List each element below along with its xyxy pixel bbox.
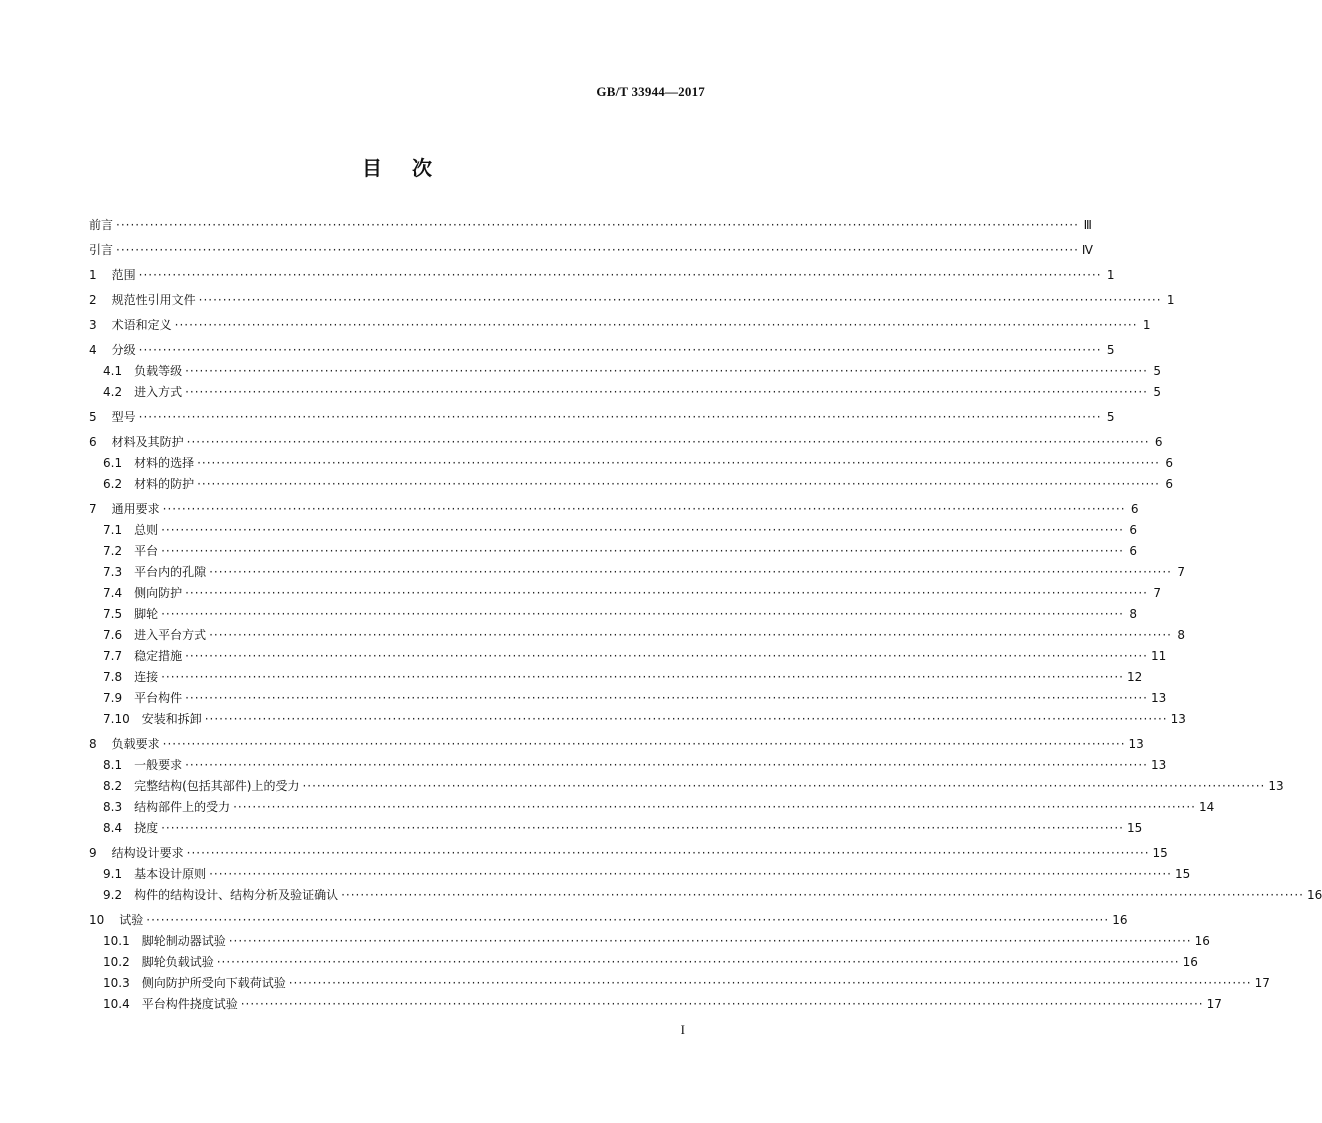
toc-entry-label: 连接 xyxy=(134,670,159,684)
toc-entry-number: 7.2 xyxy=(103,544,123,558)
toc-entry-page: 17 xyxy=(1206,997,1222,1011)
toc-entry-label: 平台构件挠度试验 xyxy=(141,997,238,1011)
toc-entry[interactable] xyxy=(89,821,1143,836)
toc-entry-page: 6 xyxy=(1129,544,1137,558)
leader-dots: ········································································································································································································ xyxy=(185,586,1148,600)
leader-dots: ········································································································································································································ xyxy=(185,691,1148,705)
toc-entry-label: 术语和定义 xyxy=(111,318,172,332)
toc-entry-label: 分级 xyxy=(111,343,136,357)
toc-entry-page: 13 xyxy=(1268,779,1284,793)
toc-entry-label: 进入平台方式 xyxy=(134,628,207,642)
toc-entry-number: 4.2 xyxy=(103,385,123,399)
toc-entry[interactable] xyxy=(89,456,1173,471)
toc-entry-number: 7.4 xyxy=(103,586,123,600)
toc-entry[interactable] xyxy=(89,628,1185,643)
leader-dots: ········································································································································································································ xyxy=(216,955,1180,969)
toc-entry-label: 脚轮负载试验 xyxy=(141,955,214,969)
leader-dots: ········································································································································································································ xyxy=(185,758,1148,772)
toc-entry-label: 通用要求 xyxy=(111,502,160,516)
toc-entry[interactable] xyxy=(89,649,1167,664)
toc-entry-label: 规范性引用文件 xyxy=(111,293,196,307)
toc-entry[interactable] xyxy=(89,343,1115,358)
toc-entry[interactable] xyxy=(89,712,1186,727)
toc-entry-number: 9.2 xyxy=(103,888,123,902)
toc-entry-label: 型号 xyxy=(111,410,136,424)
toc-entry-page: 11 xyxy=(1151,649,1167,663)
leader-dots: ········································································································································································································ xyxy=(174,318,1138,332)
toc-entry[interactable] xyxy=(89,888,1322,903)
page-title xyxy=(0,152,794,181)
toc-entry-page: 16 xyxy=(1307,888,1322,902)
toc-entry-page: 1 xyxy=(1142,318,1151,332)
toc-entry-number: 7 xyxy=(89,502,97,516)
toc-entry[interactable] xyxy=(89,544,1137,559)
toc-entry[interactable] xyxy=(89,385,1161,400)
toc-entry-page: 8 xyxy=(1177,628,1185,642)
toc-entry-label: 稳定措施 xyxy=(134,649,183,663)
toc-entry-number: 7.9 xyxy=(103,691,123,705)
toc-entry-page: 5 xyxy=(1153,364,1161,378)
toc-entry-number: 5 xyxy=(89,410,97,424)
toc-entry-number: 4 xyxy=(89,343,97,357)
toc-entry-label: 平台 xyxy=(134,544,159,558)
leader-dots: ········································································································································································································ xyxy=(138,410,1102,424)
toc-entry[interactable] xyxy=(89,243,1093,258)
toc-entry-label: 负载要求 xyxy=(111,737,160,751)
toc-entry-label: 平台构件 xyxy=(134,691,183,705)
toc-entry[interactable] xyxy=(89,800,1215,815)
toc-entry-label: 安装和拆卸 xyxy=(141,712,202,726)
toc-entry[interactable] xyxy=(89,779,1284,794)
leader-dots: ········································································································································································································ xyxy=(116,218,1079,232)
toc-entry-number: 8.2 xyxy=(103,779,123,793)
toc-entry-label: 脚轮 xyxy=(134,607,159,621)
toc-entry[interactable] xyxy=(89,997,1222,1012)
toc-entry-number: 7.5 xyxy=(103,607,123,621)
toc-entry[interactable] xyxy=(89,846,1168,861)
toc-entry-label: 引言 xyxy=(89,243,114,257)
title-part-2: 次 xyxy=(412,156,432,180)
leader-dots: ········································································································································································································ xyxy=(341,888,1304,902)
leader-dots: ········································································································································································································ xyxy=(233,800,1196,814)
toc-entry-page: 1 xyxy=(1106,268,1115,282)
page-number: I xyxy=(680,1022,685,1037)
toc-entry-page: 7 xyxy=(1177,565,1185,579)
leader-dots: ········································································································································································································ xyxy=(138,343,1102,357)
toc-entry-page: 5 xyxy=(1153,385,1161,399)
toc-entry[interactable] xyxy=(89,268,1115,283)
leader-dots: ········································································································································································································ xyxy=(204,712,1168,726)
toc-entry-page: 6 xyxy=(1154,435,1163,449)
leader-dots: ········································································································································································································ xyxy=(161,670,1124,684)
toc-entry-number: 7.3 xyxy=(103,565,123,579)
toc-entry-number: 7.8 xyxy=(103,670,123,684)
leader-dots: ········································································································································································································ xyxy=(116,243,1079,257)
toc-entry-page: 5 xyxy=(1106,410,1115,424)
toc-entry-number: 10 xyxy=(89,913,105,927)
leader-dots: ········································································································································································································ xyxy=(185,364,1148,378)
toc-entry[interactable] xyxy=(89,218,1092,233)
toc-entry-page: Ⅳ xyxy=(1081,243,1093,257)
leader-dots: ········································································································································································································ xyxy=(197,477,1160,491)
leader-dots: ········································································································································································································ xyxy=(161,821,1124,835)
leader-dots: ········································································································································································································ xyxy=(302,779,1266,793)
leader-dots: ········································································································································································································ xyxy=(228,934,1192,948)
leader-dots: ········································································································································································································ xyxy=(146,913,1110,927)
toc-entry-label: 基本设计原则 xyxy=(134,867,207,881)
toc-entry-page: 13 xyxy=(1151,758,1167,772)
toc-entry[interactable] xyxy=(89,410,1115,425)
toc-entry-number: 7.10 xyxy=(103,712,130,726)
toc-entry-page: 13 xyxy=(1170,712,1186,726)
toc-entry-label: 侧向防护 xyxy=(134,586,183,600)
toc-entry[interactable] xyxy=(89,867,1191,882)
toc-entry-page: 1 xyxy=(1166,293,1175,307)
leader-dots: ········································································································································································································ xyxy=(198,293,1162,307)
toc-entry-number: 10.3 xyxy=(103,976,130,990)
toc-entry-page: 14 xyxy=(1199,800,1215,814)
toc-entry-page: 13 xyxy=(1151,691,1167,705)
leader-dots: ········································································································································································································ xyxy=(185,385,1148,399)
toc-entry-number: 7.1 xyxy=(103,523,123,537)
toc-entry-number: 1 xyxy=(89,268,97,282)
title-part-1: 目 xyxy=(362,156,382,180)
leader-dots: ········································································································································································································ xyxy=(209,565,1172,579)
toc-entry-label: 前言 xyxy=(89,218,114,232)
toc-entry[interactable] xyxy=(89,318,1151,333)
leader-dots: ········································································································································································································ xyxy=(186,846,1150,860)
toc-entry[interactable] xyxy=(89,435,1163,450)
toc-entry[interactable] xyxy=(89,934,1210,949)
toc-entry[interactable] xyxy=(89,364,1161,379)
leader-dots: ········································································································································································································ xyxy=(161,523,1124,537)
leader-dots: ········································································································································································································ xyxy=(161,607,1124,621)
toc-entry-page: 5 xyxy=(1106,343,1115,357)
toc-entry-label: 结构设计要求 xyxy=(111,846,184,860)
toc-entry-number: 10.1 xyxy=(103,934,130,948)
toc-entry-number: 6 xyxy=(89,435,97,449)
toc-entry-page: 8 xyxy=(1129,607,1137,621)
leader-dots: ········································································································································································································ xyxy=(240,997,1204,1011)
toc-entry-page: 15 xyxy=(1152,846,1168,860)
leader-dots: ········································································································································································································ xyxy=(186,435,1150,449)
toc-entry-page: 16 xyxy=(1194,934,1210,948)
table-of-contents xyxy=(89,218,1322,1012)
toc-entry-label: 完整结构(包括其部件)上的受力 xyxy=(134,779,300,793)
toc-entry-number: 9 xyxy=(89,846,97,860)
toc-entry[interactable] xyxy=(89,758,1167,773)
toc-entry[interactable] xyxy=(89,976,1270,991)
leader-dots: ········································································································································································································ xyxy=(185,649,1148,663)
toc-entry-page: 6 xyxy=(1130,502,1139,516)
toc-entry-number: 6.2 xyxy=(103,477,123,491)
toc-entry-label: 一般要求 xyxy=(134,758,183,772)
leader-dots: ········································································································································································································ xyxy=(288,976,1252,990)
toc-entry-page: 16 xyxy=(1182,955,1198,969)
toc-entry-label: 构件的结构设计、结构分析及验证确认 xyxy=(134,888,339,902)
toc-entry-page: 15 xyxy=(1175,867,1191,881)
toc-entry-page: 7 xyxy=(1153,586,1161,600)
toc-entry-label: 试验 xyxy=(119,913,144,927)
toc-entry-label: 材料的选择 xyxy=(134,456,195,470)
toc-entry-label: 总则 xyxy=(134,523,159,537)
toc-entry-label: 范围 xyxy=(111,268,136,282)
toc-entry[interactable] xyxy=(89,502,1139,517)
toc-entry-label: 平台内的孔隙 xyxy=(134,565,207,579)
toc-entry-number: 6.1 xyxy=(103,456,123,470)
leader-dots: ········································································································································································································ xyxy=(138,268,1102,282)
toc-entry-page: 6 xyxy=(1165,477,1173,491)
toc-entry-label: 脚轮制动器试验 xyxy=(141,934,226,948)
toc-entry-page: 6 xyxy=(1165,456,1173,470)
toc-entry-number: 10.2 xyxy=(103,955,130,969)
leader-dots: ········································································································································································································ xyxy=(209,867,1172,881)
toc-entry[interactable] xyxy=(89,565,1185,580)
leader-dots: ········································································································································································································ xyxy=(162,502,1126,516)
toc-entry-number: 7.6 xyxy=(103,628,123,642)
toc-entry-label: 负载等级 xyxy=(134,364,183,378)
toc-entry-label: 材料及其防护 xyxy=(111,435,184,449)
toc-entry-label: 侧向防护所受向下载荷试验 xyxy=(141,976,286,990)
toc-entry-label: 材料的防护 xyxy=(134,477,195,491)
toc-entry-number: 10.4 xyxy=(103,997,130,1011)
toc-entry-page: 13 xyxy=(1128,737,1144,751)
toc-entry[interactable] xyxy=(89,955,1198,970)
toc-entry-page: Ⅲ xyxy=(1083,218,1092,232)
toc-entry-number: 2 xyxy=(89,293,97,307)
toc-entry-number: 3 xyxy=(89,318,97,332)
toc-entry[interactable] xyxy=(89,691,1167,706)
toc-entry-label: 挠度 xyxy=(134,821,159,835)
toc-entry-number: 7.7 xyxy=(103,649,123,663)
toc-entry[interactable] xyxy=(89,607,1137,622)
leader-dots: ········································································································································································································ xyxy=(209,628,1172,642)
toc-entry-page: 6 xyxy=(1129,523,1137,537)
toc-entry-label: 进入方式 xyxy=(134,385,183,399)
toc-entry-page: 12 xyxy=(1127,670,1143,684)
toc-entry-number: 4.1 xyxy=(103,364,123,378)
toc-entry[interactable] xyxy=(89,913,1128,928)
leader-dots: ········································································································································································································ xyxy=(161,544,1124,558)
toc-entry-number: 8 xyxy=(89,737,97,751)
leader-dots: ········································································································································································································ xyxy=(162,737,1126,751)
toc-entry-number: 8.3 xyxy=(103,800,123,814)
toc-entry[interactable] xyxy=(89,523,1137,538)
toc-entry-number: 8.4 xyxy=(103,821,123,835)
toc-entry-number: 9.1 xyxy=(103,867,123,881)
toc-entry[interactable] xyxy=(89,293,1175,308)
toc-entry[interactable] xyxy=(89,477,1173,492)
toc-entry-number: 8.1 xyxy=(103,758,123,772)
toc-entry[interactable] xyxy=(89,586,1161,601)
toc-entry-label: 结构部件上的受力 xyxy=(134,800,231,814)
leader-dots: ········································································································································································································ xyxy=(197,456,1160,470)
toc-entry-page: 17 xyxy=(1254,976,1270,990)
toc-entry-page: 16 xyxy=(1112,913,1128,927)
toc-entry[interactable] xyxy=(89,670,1143,685)
toc-entry[interactable] xyxy=(89,737,1144,752)
toc-entry-page: 15 xyxy=(1127,821,1143,835)
standard-code: GB/T 33944—2017 xyxy=(596,84,705,99)
